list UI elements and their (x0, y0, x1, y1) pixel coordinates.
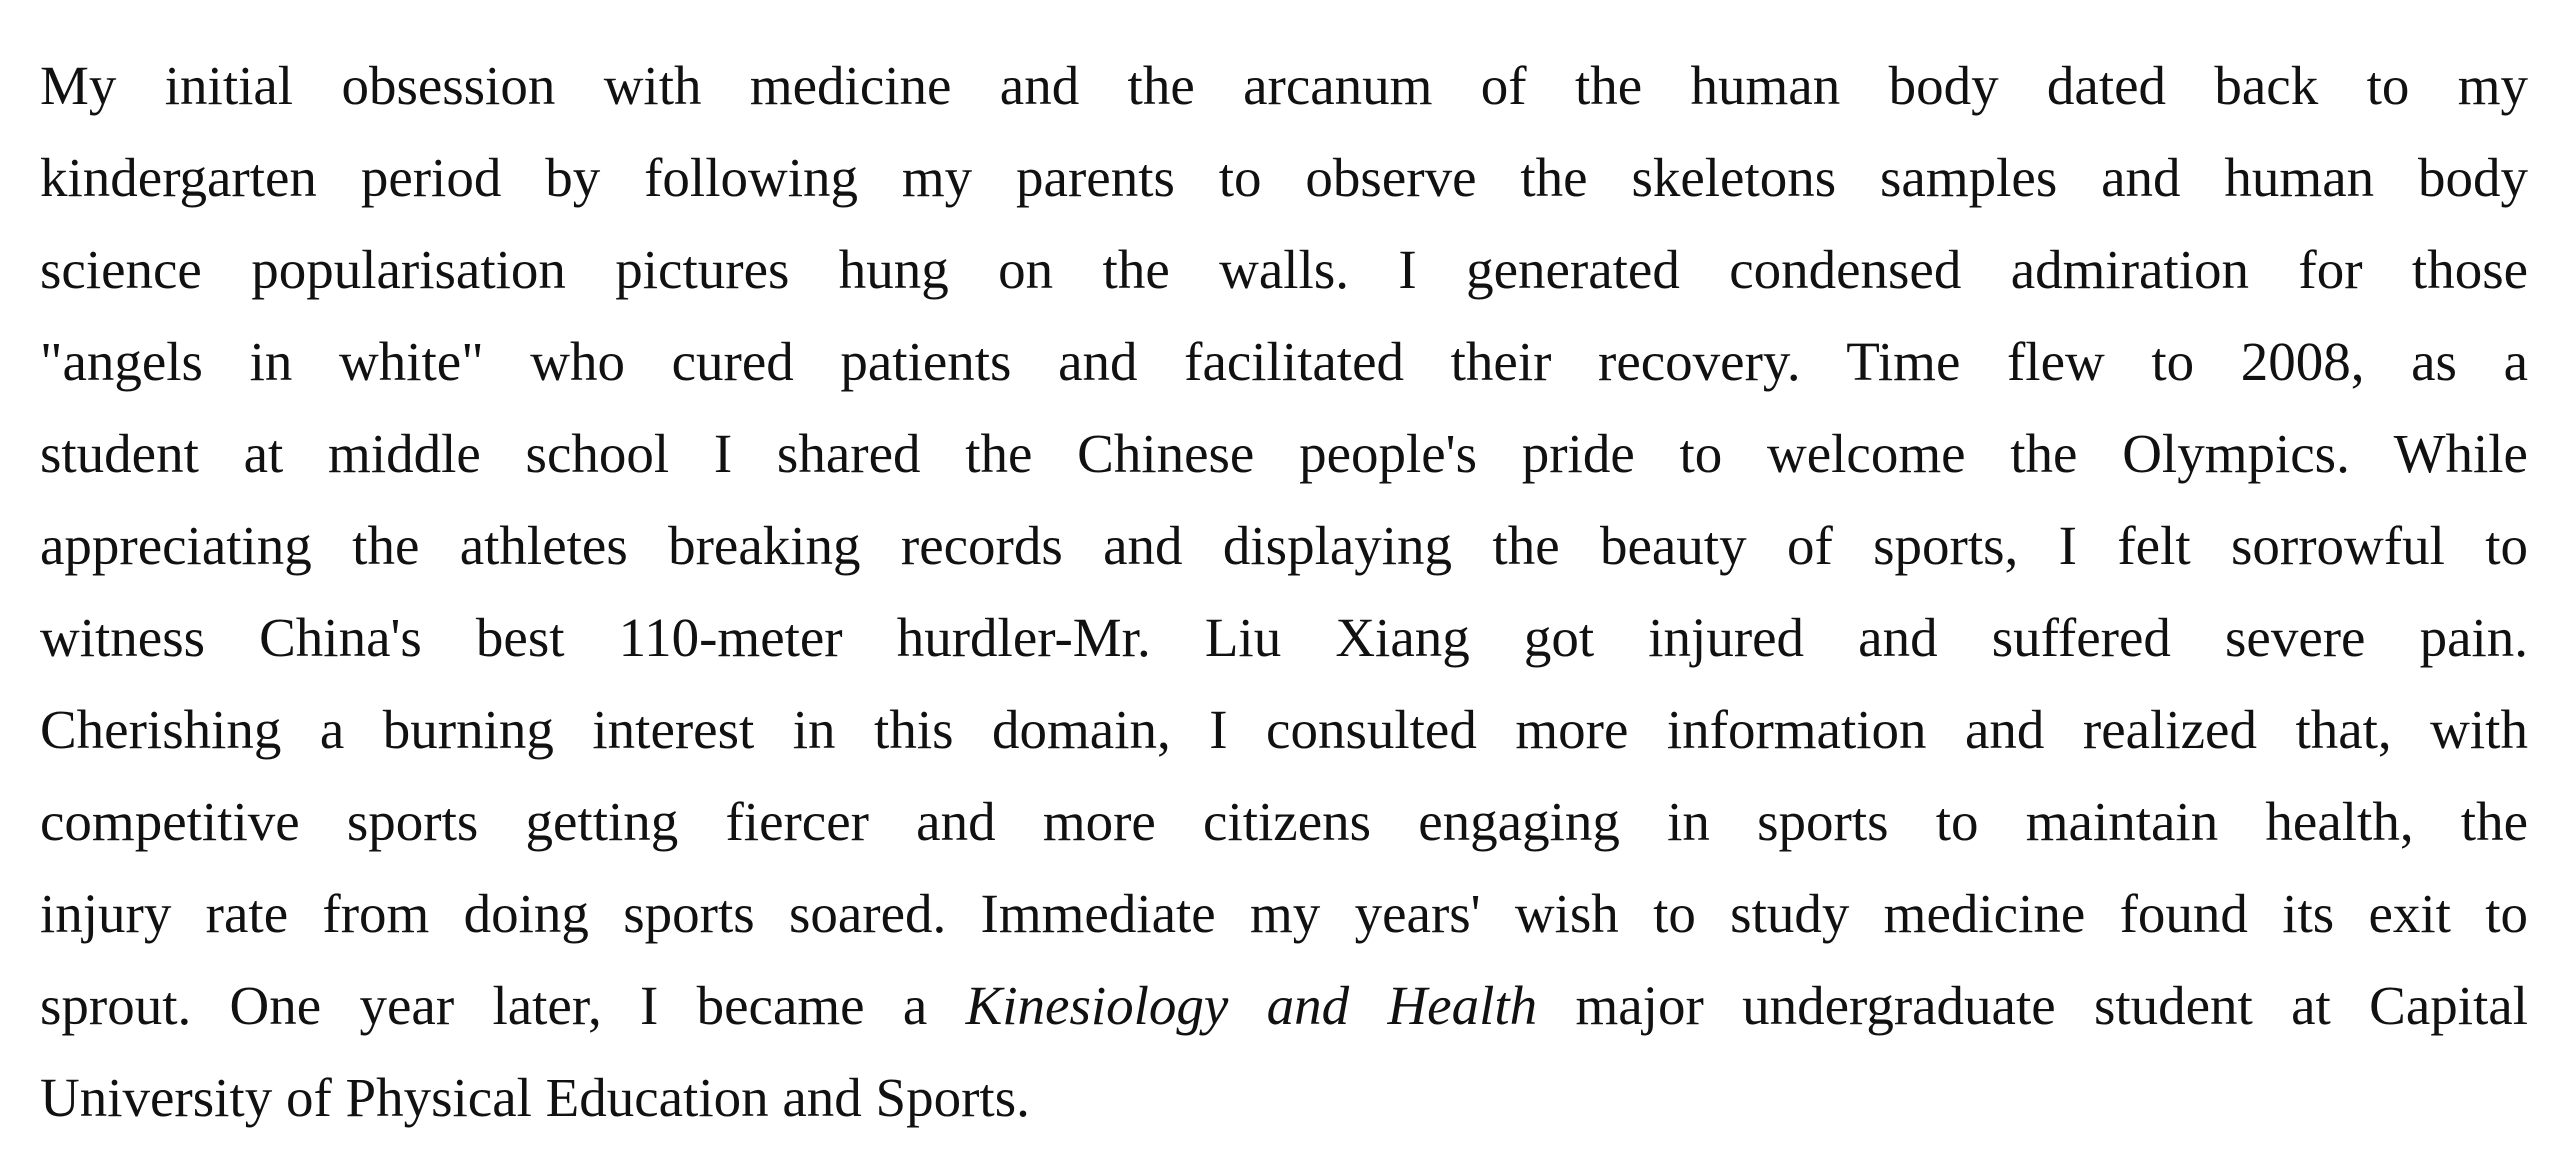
paragraph-line-5: student at middle school I shared the Chinese people's pride to welcome the Olympics. While (40, 423, 2528, 484)
paragraph-line-7: witness China's best 110-meter hurdler-Mr. Liu Xiang got injured and suffered severe pain. (40, 607, 2528, 668)
paragraph-line-9: competitive sports getting fiercer and more citizens engaging in sports to maintain health, the (40, 791, 2528, 852)
paragraph-line-11 (40, 960, 2528, 1052)
paragraph-line-12: University of Physical Education and Sports. (40, 1067, 1030, 1128)
paragraph-line-6: appreciating the athletes breaking records and displaying the beauty of sports, I felt sorrowful to (40, 515, 2528, 576)
line-11-text-after: major undergraduate student at Capital (1537, 975, 2528, 1036)
paragraph-line-1: My initial obsession with medicine and the arcanum of the human body dated back to my (40, 55, 2528, 116)
line-11-text-before: sprout. One year later, I became a (40, 975, 966, 1036)
paragraph-line-8: Cherishing a burning interest in this domain, I consulted more information and realized that, with (40, 699, 2528, 760)
paragraph-line-2: kindergarten period by following my parents to observe the skeletons samples and human body (40, 147, 2528, 208)
paragraph-line-4: "angels in white" who cured patients and facilitated their recovery. Time flew to 2008, as a (40, 331, 2528, 392)
major-name-italic: Kinesiology and Health (965, 975, 1538, 1036)
paragraph-line-3: science popularisation pictures hung on the walls. I generated condensed admiration for those (40, 239, 2528, 300)
essay-paragraph (40, 40, 2528, 1144)
paragraph-line-10: injury rate from doing sports soared. Immediate my years' wish to study medicine found its exit to (40, 883, 2528, 944)
